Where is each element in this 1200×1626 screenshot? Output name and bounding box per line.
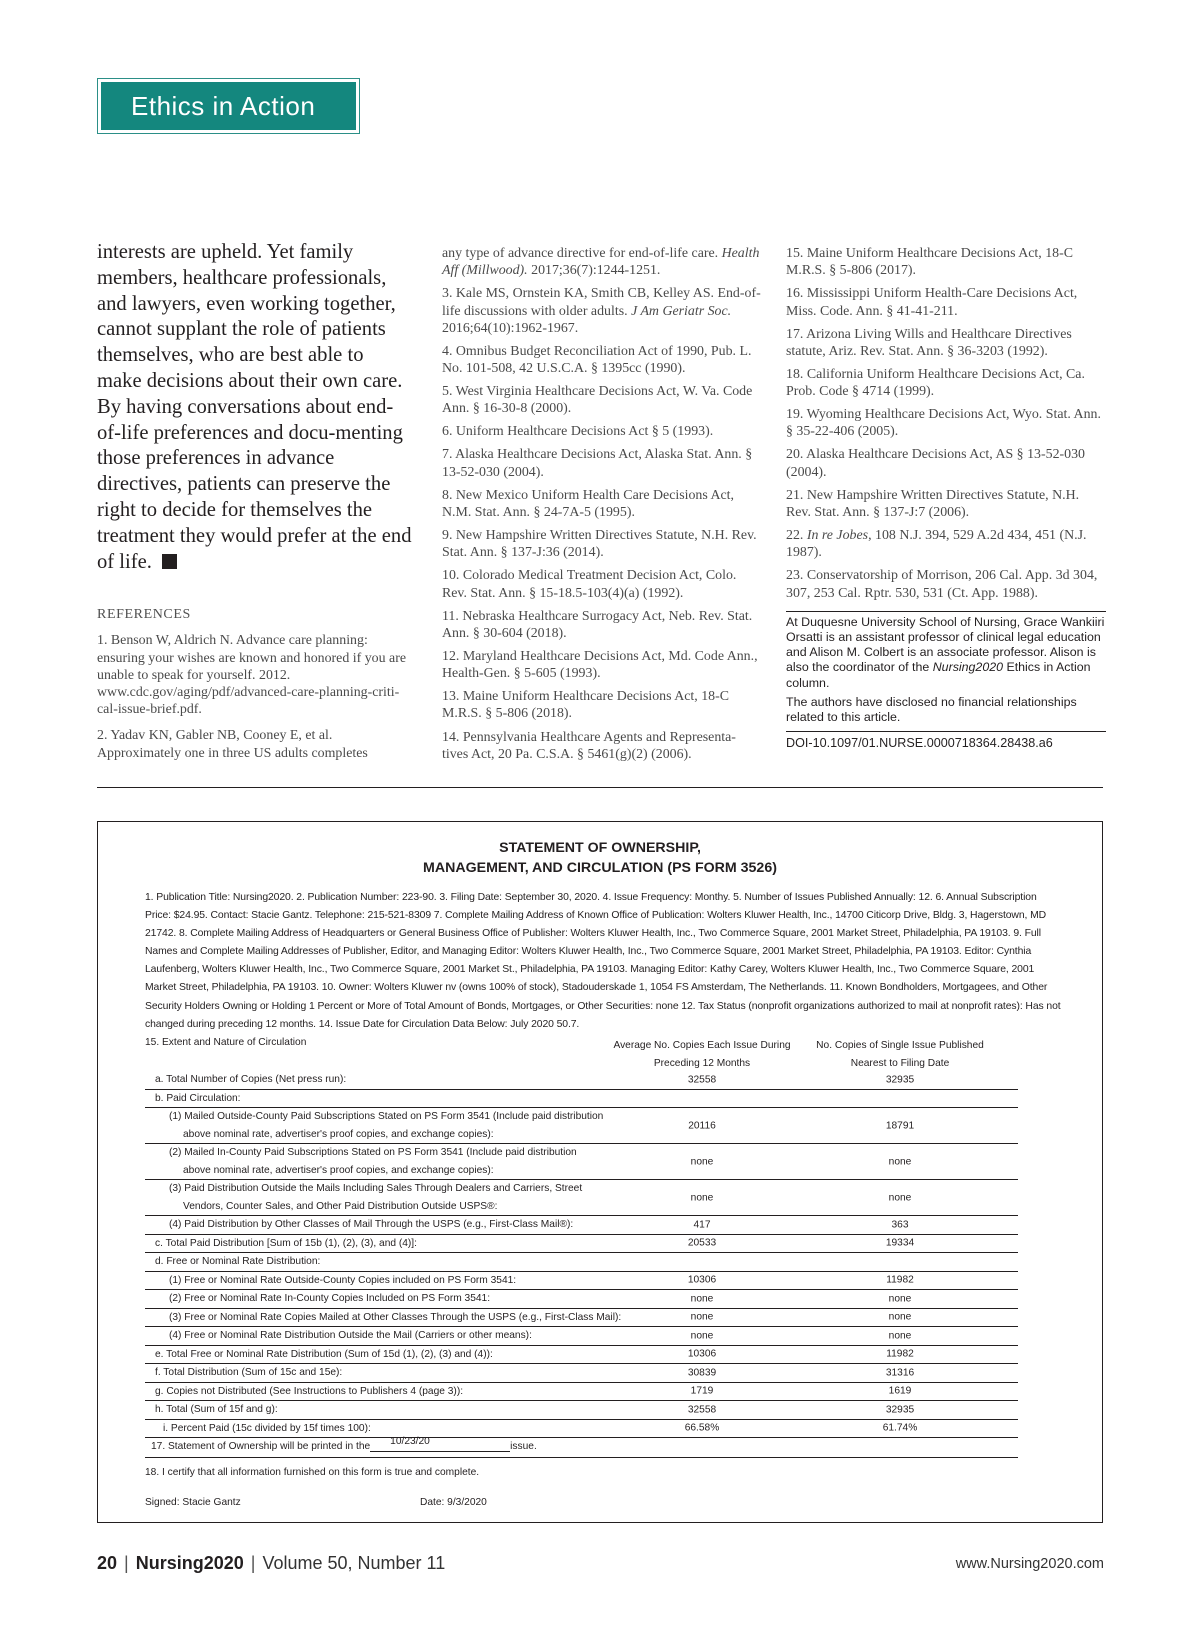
page-number: 20	[97, 1553, 118, 1573]
statement-of-ownership	[97, 821, 1103, 1523]
reference-23: 23. Conservatorship of Morrison, 206 Cal. App. 3d 304, 307, 253 Cal. Rptr. 530, 531 (Ct. App. 1988).	[786, 568, 1098, 601]
reference-6: 6. Uniform Healthcare Decisions Act § 5 (1993).	[442, 424, 714, 440]
column-1	[97, 240, 412, 762]
table-row-e: e. Total Free or Nominal Rate Distribution (Sum of 15d (1), (2), (3) and (4)): 10306 11982	[145, 1346, 1018, 1365]
table-row-d: d. Free or Nominal Rate Distribution:	[145, 1253, 1018, 1272]
reference-9: 9. New Hampshire Written Directives Statute, N.H. Rev. Stat. Ann. § 137-J:36 (2014).	[442, 528, 757, 561]
table-row-c: c. Total Paid Distribution [Sum of 15b (1), (2), (3), and (4)]: 20533 19334	[145, 1235, 1018, 1254]
table-row-b2: (2) Mailed In-County Paid Subscriptions Stated on PS Form 3541 (Include paid distribution above nominal rate, advertiser's proof copies, and exchange copies): none none	[145, 1144, 1018, 1180]
author-bio: At Duquesne University School of Nursing, Grace Wankiiri Orsatti is an assistant professor of clinical legal education and Alison M. Colbert is an associate professor. Alison is also the coordinator of the Nursing2020 Ethics in Action column.	[786, 614, 1105, 690]
reference-14: 14. Pennsylvania Healthcare Agents and Representa-tives Act, 20 Pa. C.S.A. § 5461(g)(2) (2006).	[442, 729, 736, 762]
table-row-d2: (2) Free or Nominal Rate In-County Copies Included on PS Form 3541: none none	[145, 1290, 1018, 1309]
reference-16: 16. Mississippi Uniform Health-Care Decisions Act, Miss. Code. Ann. § 41-41-211.	[786, 286, 1078, 319]
table-row-d3: (3) Free or Nominal Rate Copies Mailed at Other Classes Through the USPS (e.g., First-Class Mail): none none	[145, 1309, 1018, 1328]
reference-3: 3. Kale MS, Ornstein KA, Smith CB, Kelley AS. End-of-life discussions with older adults. J Am Geriatr Soc. 2016;64(10):1962-1967.	[442, 286, 761, 336]
volume-info: Volume 50, Number 11	[262, 1553, 446, 1573]
avg-column-header: Average No. Copies Each Issue During Preceding 12 Months	[613, 1040, 791, 1069]
section-badge-label: Ethics in Action	[101, 82, 356, 130]
single-column-header: No. Copies of Single Issue Published Nearest to Filing Date	[816, 1040, 984, 1069]
table-row-d1: (1) Free or Nominal Rate Outside-County Copies included on PS Form 3541: 10306 11982	[145, 1272, 1018, 1291]
doi: DOI-10.1097/01.NURSE.0000718364.28438.a6	[786, 736, 1053, 751]
issue-date-field: 10/23/20	[370, 1433, 510, 1452]
table-row-b1: (1) Mailed Outside-County Paid Subscriptions Stated on PS Form 3541 (Include paid distribution above nominal rate, advertiser's proof copies, and exchange copies): 20116 18791	[145, 1108, 1018, 1144]
signature-row	[145, 1497, 1115, 1513]
reference-10: 10. Colorado Medical Treatment Decision Act, Colo. Rev. Stat. Ann. § 15-18.5-103(4)(a) (1992).	[442, 568, 737, 601]
reference-11: 11. Nebraska Healthcare Surrogacy Act, Neb. Rev. Stat. Ann. § 30-604 (2018).	[442, 608, 753, 641]
reference-1: 1. Benson W, Aldrich N. Advance care planning: ensuring your wishes are known and honored if you are unable to speak for yourself. 2012. www.cdc.gov/aging/pdf/advanced-care-planning-criti-cal-issue-brief.pdf.	[97, 633, 406, 718]
section-badge	[97, 78, 360, 134]
end-of-article-square-icon	[162, 554, 177, 569]
references-heading: REFERENCES	[97, 607, 191, 623]
reference-18: 18. California Uniform Healthcare Decisions Act, Ca. Prob. Code § 4714 (1999).	[786, 366, 1085, 400]
table-row-f: f. Total Distribution (Sum of 15c and 15e): 30839 31316	[145, 1364, 1018, 1383]
signature: Signed: Stacie Gantz	[145, 1496, 241, 1508]
table-row-h: h. Total (Sum of 15f and g): 32558 32935	[145, 1401, 1018, 1420]
table-row-g: g. Copies not Distributed (See Instructions to Publishers 4 (page 3)): 1719 1619	[145, 1383, 1018, 1402]
column-3	[786, 245, 1106, 750]
website-link[interactable]: www.Nursing2020.com	[955, 1556, 1104, 1572]
article-body: interests are upheld. Yet family members, healthcare professionals, and lawyers, even working together, cannot supplant the role of patients themselves, who are best able to make decisions about their own care. By having conversations about end-of-life preferences and docu-menting those preferences in advance directives, patients can preserve the right to decide for themselves the treatment they would prefer at the end of life.	[97, 241, 412, 573]
reference-7: 7. Alaska Healthcare Decisions Act, Alaska Stat. Ann. § 13-52-030 (2004).	[442, 447, 753, 480]
certification: 18. I certify that all information furnished on this form is true and complete.	[145, 1466, 480, 1478]
table-row-i: i. Percent Paid (15c divided by 15f times 100): 66.58% 61.74%	[145, 1420, 1018, 1439]
reference-20: 20. Alaska Healthcare Decisions Act, AS § 13-52-030 (2004).	[786, 447, 1085, 480]
statement-paragraph: 1. Publication Title: Nursing2020. 2. Publication Number: 223-90. 3. Filing Date: September 30, 2020. 4. Issue Frequency: Monthy. 5. Number of Issues Published Annually: 12. 6. Annual Subscription Price: $24.95. Contact: Stacie Gantz. Telephone: 215-521-8309 7. Complete Mailing Address of Known Office of Publication: Wolters Kluwer Health, Inc., 14700 Citicorp Drive, Bldg. 3, Hagerstown, MD 21742. 8. Complete Mailing Address of Headquarters or General Business Office of Publisher: Wolters Kluwer Health, Inc., Two Commerce Square, 2001 Market Street, Philadelphia, PA 19103. 9. Full Names and Complete Mailing Addresses of Publisher, Editor, and Managing Editor: Wolters Kluwer Health, Inc., Two Commerce Square, 2001 Market Street, Philadelphia, PA 19103. Editor: Cynthia Laufenberg, Wolters Kluwer Health, Inc., Two Commerce Square, 2001 Market St., Philadelphia, PA 19103. Managing Editor: Kathy Carey, Wolters Kluwer Health, Inc., Two Commerce Square, 2001 Market Street, Philadelphia, PA 19103. 10. Owner: Wolters Kluwer nv (owns 100% of stock), Stadouderskade 1, 1054 FS Amsterdam, The Netherlands. 11. Known Bondholders, Mortgagees, and Other Security Holders Owning or Holding 1 Percent or More of Total Amount of Bonds, Mortgages, or Other Securities: none 12. Tax Status (nonprofit organizations authorized to mail at nonprofit rates): Has not changed during preceding 12 months. 14. Issue Date for Circulation Data Below: July 2020 50.7.	[145, 892, 1061, 1030]
reference-21: 21. New Hampshire Written Directives Statute, N.H. Rev. Stat. Ann. § 137-J:7 (2006).	[786, 487, 1080, 520]
magazine-name: Nursing2020	[135, 1553, 244, 1573]
column-2	[442, 245, 762, 769]
reference-17: 17. Arizona Living Wills and Healthcare Directives statute, Ariz. Rev. Stat. Ann. § 36-3203 (1992).	[786, 326, 1072, 359]
statement-title: STATEMENT OF OWNERSHIP, MANAGEMENT, AND CIRCULATION (PS FORM 3526)	[423, 840, 777, 876]
table-row-17: 17. Statement of Ownership will be printed in the 10/23/20 issue.	[145, 1438, 1018, 1458]
reference-5: 5. West Virginia Healthcare Decisions Act, W. Va. Code Ann. § 16-30-8 (2000).	[442, 384, 753, 417]
section-divider	[97, 787, 1103, 788]
reference-8: 8. New Mexico Uniform Health Care Decisions Act, N.M. Stat. Ann. § 24-7A-5 (1995).	[442, 487, 735, 520]
signature-date: Date: 9/3/2020	[420, 1496, 487, 1508]
disclosure: The authors have disclosed no financial relationships related to this article.	[786, 694, 1077, 724]
footer-folio: 20 | Nursing2020 | Volume 50, Number 11	[97, 1553, 446, 1573]
circulation-table	[145, 1035, 1115, 1513]
table-row-b: b. Paid Circulation:	[145, 1090, 1018, 1109]
circulation-header	[145, 1035, 1115, 1071]
reference-13: 13. Maine Uniform Healthcare Decisions Act, 18-C M.R.S. § 5-806 (2018).	[442, 689, 729, 722]
table-row-a: a. Total Number of Copies (Net press run): 32558 32935	[145, 1071, 1018, 1090]
reference-4: 4. Omnibus Budget Reconciliation Act of 1990, Pub. L. No. 101-508, 42 U.S.C.A. § 1395cc (1990).	[442, 343, 752, 376]
circulation-label-header: 15. Extent and Nature of Circulation	[145, 1037, 307, 1048]
reference-2-continued: any type of advance directive for end-of-life care. Health Aff (Millwood). 2017;36(7):1244-1251.	[442, 246, 760, 279]
author-info-box	[786, 611, 1106, 732]
reference-12: 12. Maryland Healthcare Decisions Act, Md. Code Ann., Health-Gen. § 5-605 (1993).	[442, 648, 758, 682]
table-row-b4: (4) Paid Distribution by Other Classes of Mail Through the USPS (e.g., First-Class Mail®): 417 363	[145, 1216, 1018, 1235]
reference-22: 22. In re Jobes, 108 N.J. 394, 529 A.2d 434, 451 (N.J. 1987).	[786, 528, 1087, 561]
reference-2: 2. Yadav KN, Gabler NB, Cooney E, et al. Approximately one in three US adults completes	[97, 728, 368, 761]
table-row-b3: (3) Paid Distribution Outside the Mails Including Sales Through Dealers and Carriers, Street Vendors, Counter Sales, and Other Paid Distribution Outside USPS®: none none	[145, 1180, 1018, 1216]
reference-15: 15. Maine Uniform Healthcare Decisions Act, 18-C M.R.S. § 5-806 (2017).	[786, 246, 1073, 279]
table-row-d4: (4) Free or Nominal Rate Distribution Outside the Mail (Carriers or other means): none none	[145, 1327, 1018, 1346]
reference-19: 19. Wyoming Healthcare Decisions Act, Wyo. Stat. Ann. § 35-22-406 (2005).	[786, 407, 1101, 440]
